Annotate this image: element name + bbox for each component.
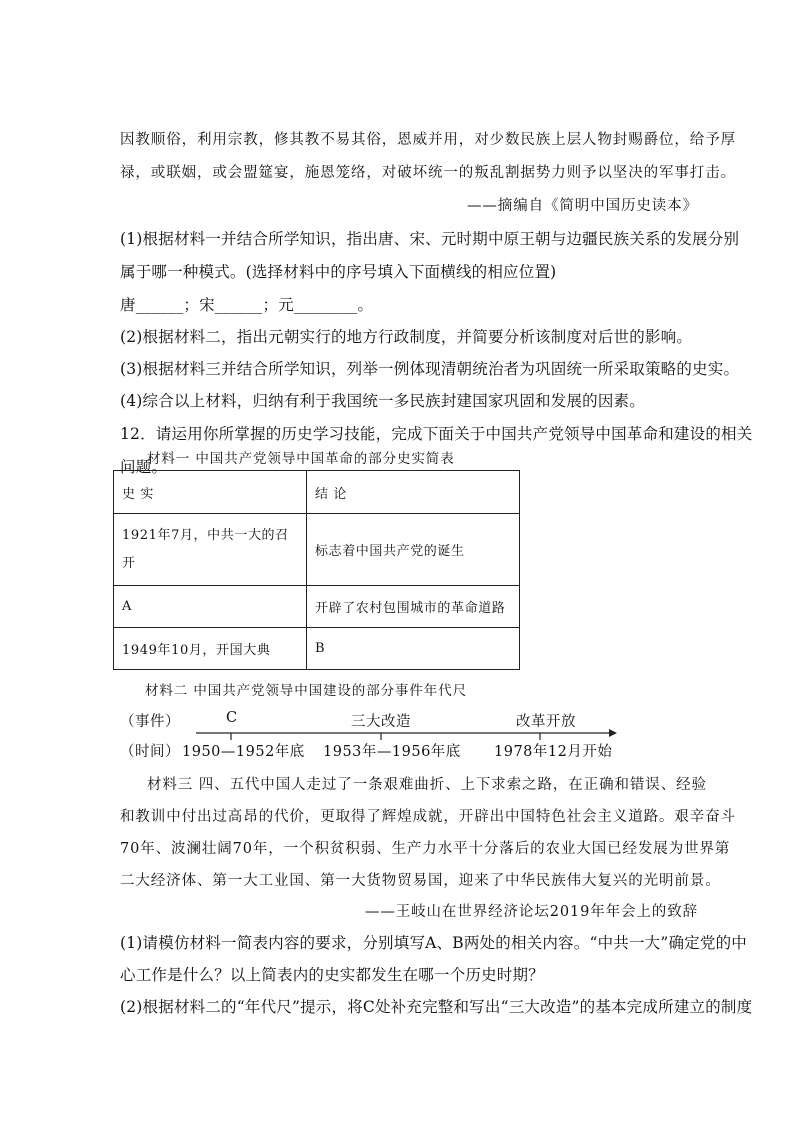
material-text-line: 因教顺俗，利用宗教，修其教不易其俗，恩威并用，对少数民族上层人物封赐爵位，给予厚 — [120, 132, 736, 148]
material-3-text: 二大经济体、第一大工业国、第一大货物贸易国，迎来了中华民族伟大复兴的光明前景。 — [120, 873, 721, 889]
question-12-part-1-cont: 心工作是什么？以上简表内的史实都发生在哪一个历史时期？ — [120, 966, 544, 984]
question-11-part-4: (4)综合以上材料，归纳有利于我国统一多民族封建国家巩固和发展的因素。 — [120, 392, 645, 410]
material-source: ——摘编自《简明中国历史读本》 — [467, 198, 698, 214]
table-cell-text: 开 — [122, 555, 136, 571]
material-text-line: 禄，或联姻，或会盟筵宴，施恩笼络，对破坏统一的叛乱割据势力则予以坚决的军事打击。 — [120, 165, 736, 181]
table-cell: 标志着中国共产党的诞生 — [307, 514, 520, 586]
question-12-stem: 12．请运用你所掌握的历史学习技能，完成下面关于中国共产党领导中国革命和建设的相关 — [120, 425, 753, 443]
question-11-part-1: (1)根据材料一并结合所学知识，指出唐、宋、元时期中原王朝与边疆民族关系的发展分别 — [120, 230, 740, 248]
table-cell: B — [307, 628, 520, 670]
material-2-title: 材料二 中国共产党领导中国建设的部分事件年代尺 — [145, 683, 467, 699]
table-cell: 1949年10月，开国大典 — [114, 628, 307, 670]
timeline-event: 改革开放 — [516, 714, 576, 730]
answer-blanks: 唐______；宋______；元________。 — [120, 296, 374, 314]
timeline-event-label: （事件） — [120, 714, 180, 730]
table-header-cell: 结 论 — [307, 471, 520, 514]
timeline-event: C — [226, 710, 238, 726]
timeline-time-label: （时间） — [120, 744, 180, 760]
question-12-stem-cont: 问题。 — [120, 458, 168, 476]
timeline-time: 1978年12月开始 — [494, 744, 613, 760]
timeline-time: 1953年—1956年底 — [323, 744, 461, 760]
question-12-part-1: (1)请模仿材料一简表内容的要求，分别填写A、B两处的相关内容。“中共一大”确定党的中 — [120, 934, 747, 952]
material-3-text: 材料三 四、五代中国人走过了一条艰难曲折、上下求索之路，在正确和错误、经验 — [147, 777, 707, 793]
timeline-time: 1950—1952年底 — [182, 744, 305, 760]
timeline-event: 三大改造 — [351, 714, 411, 730]
material-3-source: ——王岐山在世界经济论坛2019年年会上的致辞 — [364, 904, 698, 920]
material-1-title: 材料一 中国共产党领导中国革命的部分史实简表 — [147, 451, 455, 467]
table-cell-text: 1921年7月，中共一大的召 — [122, 527, 289, 543]
question-11-part-3: (3)根据材料三并结合所学知识，列举一例体现清朝统治者为巩固统一所采取策略的史实。 — [120, 360, 740, 378]
table-cell: 开辟了农村包围城市的革命道路 — [307, 586, 520, 628]
timeline-arrow-icon — [609, 729, 617, 737]
table-header-cell: 史 实 — [114, 471, 307, 514]
question-11-part-1-cont: 属于哪一种模式。(选择材料中的序号填入下面横线的相应位置) — [120, 263, 557, 281]
question-12-part-2: (2)根据材料二的“年代尺”提示，将C处补充完整和写出“三大改造”的基本完成所建立的制度 — [120, 998, 753, 1016]
material-3-text: 和教训中付出过高昂的代价，更取得了辉煌成就，开辟出中国特色社会主义道路。艰辛奋斗 — [120, 809, 736, 825]
table-cell: A — [114, 586, 307, 628]
question-11-part-2: (2)根据材料二，指出元朝实行的地方行政制度，并简要分析该制度对后世的影响。 — [120, 328, 693, 346]
material-3-text: 70年、波澜壮阔70年，一个积贫积弱、生产力水平十分落后的农业大国已经发展为世界第 — [120, 841, 731, 857]
